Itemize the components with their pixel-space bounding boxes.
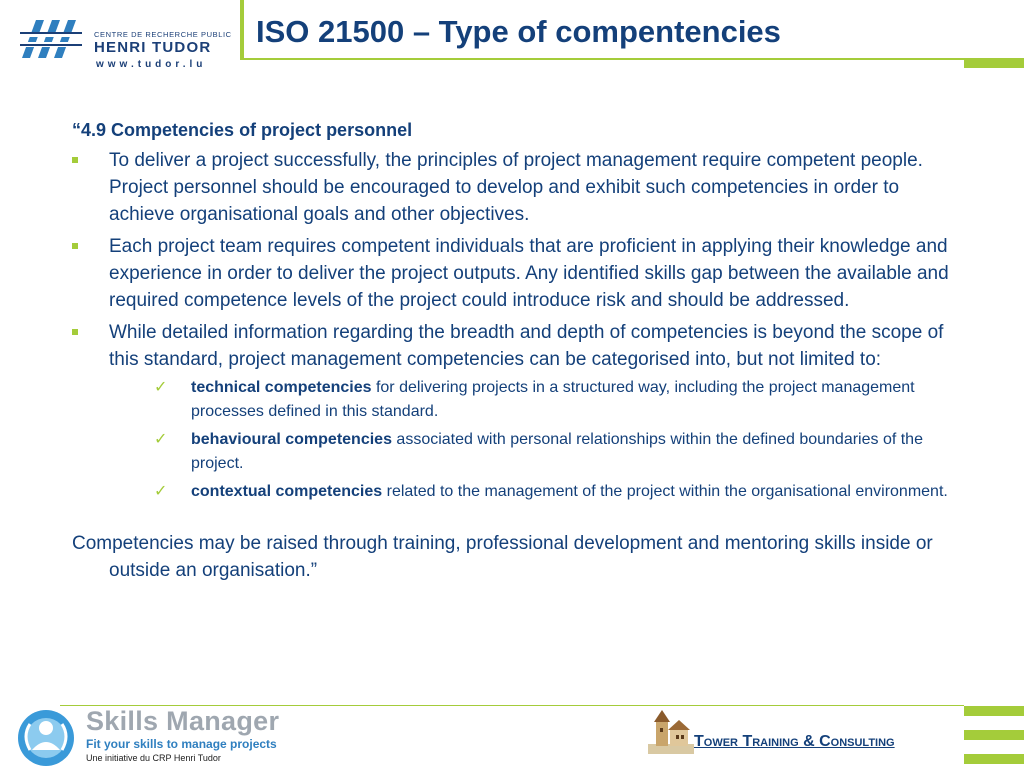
sub-bullet-item <box>154 480 952 504</box>
slide-content <box>72 120 952 584</box>
bullet-item <box>72 147 952 228</box>
checkmark-icon: ✓ <box>154 481 168 500</box>
tower-training-link[interactable]: Tower Training & Consulting <box>694 733 895 750</box>
skills-manager-initiative: Une initiative du CRP Henri Tudor <box>86 753 221 763</box>
sub-bullet-text: for delivering projects in a structured way, including the project management processes defined in this standard. <box>191 379 915 420</box>
logo-url: www.tudor.lu <box>96 59 207 70</box>
skills-manager-tagline: Fit your skills to manage projects <box>86 737 277 751</box>
bullet-text: While detailed information regarding the breadth and depth of competencies is beyond the scope of this standard, project management competencies can be categorised into, but not limited to: <box>109 322 944 370</box>
checkmark-icon: ✓ <box>154 429 168 448</box>
skills-manager-title: Skills Manager <box>86 706 280 736</box>
header-divider-line <box>240 58 964 60</box>
logo-line1: CENTRE DE RECHERCHE PUBLIC <box>94 30 232 39</box>
section-heading: “4.9 Competencies of project personnel <box>72 120 413 140</box>
sub-bullet-term: behavioural competencies <box>191 431 392 448</box>
checkmark-icon: ✓ <box>154 377 168 396</box>
sub-bullet-term: technical competencies <box>191 379 372 396</box>
sub-bullet-text: associated with personal relationships within the defined boundaries of the project. <box>191 431 923 472</box>
tudor-logo-mark-icon <box>16 14 88 64</box>
bullet-item <box>72 233 952 314</box>
closing-paragraph: Competencies may be raised through training, professional development and mentoring skills inside or outside an organisation.” <box>72 533 933 581</box>
sub-bullet-item <box>154 428 952 476</box>
header-accent-block <box>964 58 1024 68</box>
bullet-item <box>72 319 952 504</box>
footer-accent-block <box>964 706 1024 716</box>
slide-title: ISO 21500 – Type of compentencies <box>256 14 781 49</box>
tower-castle-icon <box>648 708 694 754</box>
logo-line2: HENRI TUDOR <box>94 39 212 56</box>
bullet-text: Each project team requires competent individuals that are proficient in applying their knowledge and experience in order to deliver the project outputs. Any identified skills gap between the available and required competence levels of the project could introduce risk and should be addressed. <box>109 236 949 311</box>
footer-accent-block <box>964 754 1024 764</box>
tudor-logo <box>16 12 232 74</box>
square-bullet-icon <box>72 157 78 163</box>
sub-bullet-list <box>109 376 952 504</box>
sub-bullet-term: contextual competencies <box>191 483 383 500</box>
sub-bullet-text: related to the management of the project within the organisational environment. <box>382 483 948 500</box>
header-divider-vertical <box>240 0 244 58</box>
square-bullet-icon <box>72 329 78 335</box>
bullet-text: To deliver a project successfully, the principles of project management require competent people. Project personnel should be encouraged to develop and exhibit such competencies in order to achieve organisational goals and other objectives. <box>109 150 923 225</box>
skills-manager-person-icon <box>14 706 78 768</box>
square-bullet-icon <box>72 243 78 249</box>
sub-bullet-item <box>154 376 952 424</box>
footer-accent-block <box>964 730 1024 740</box>
bullet-list <box>72 147 952 504</box>
